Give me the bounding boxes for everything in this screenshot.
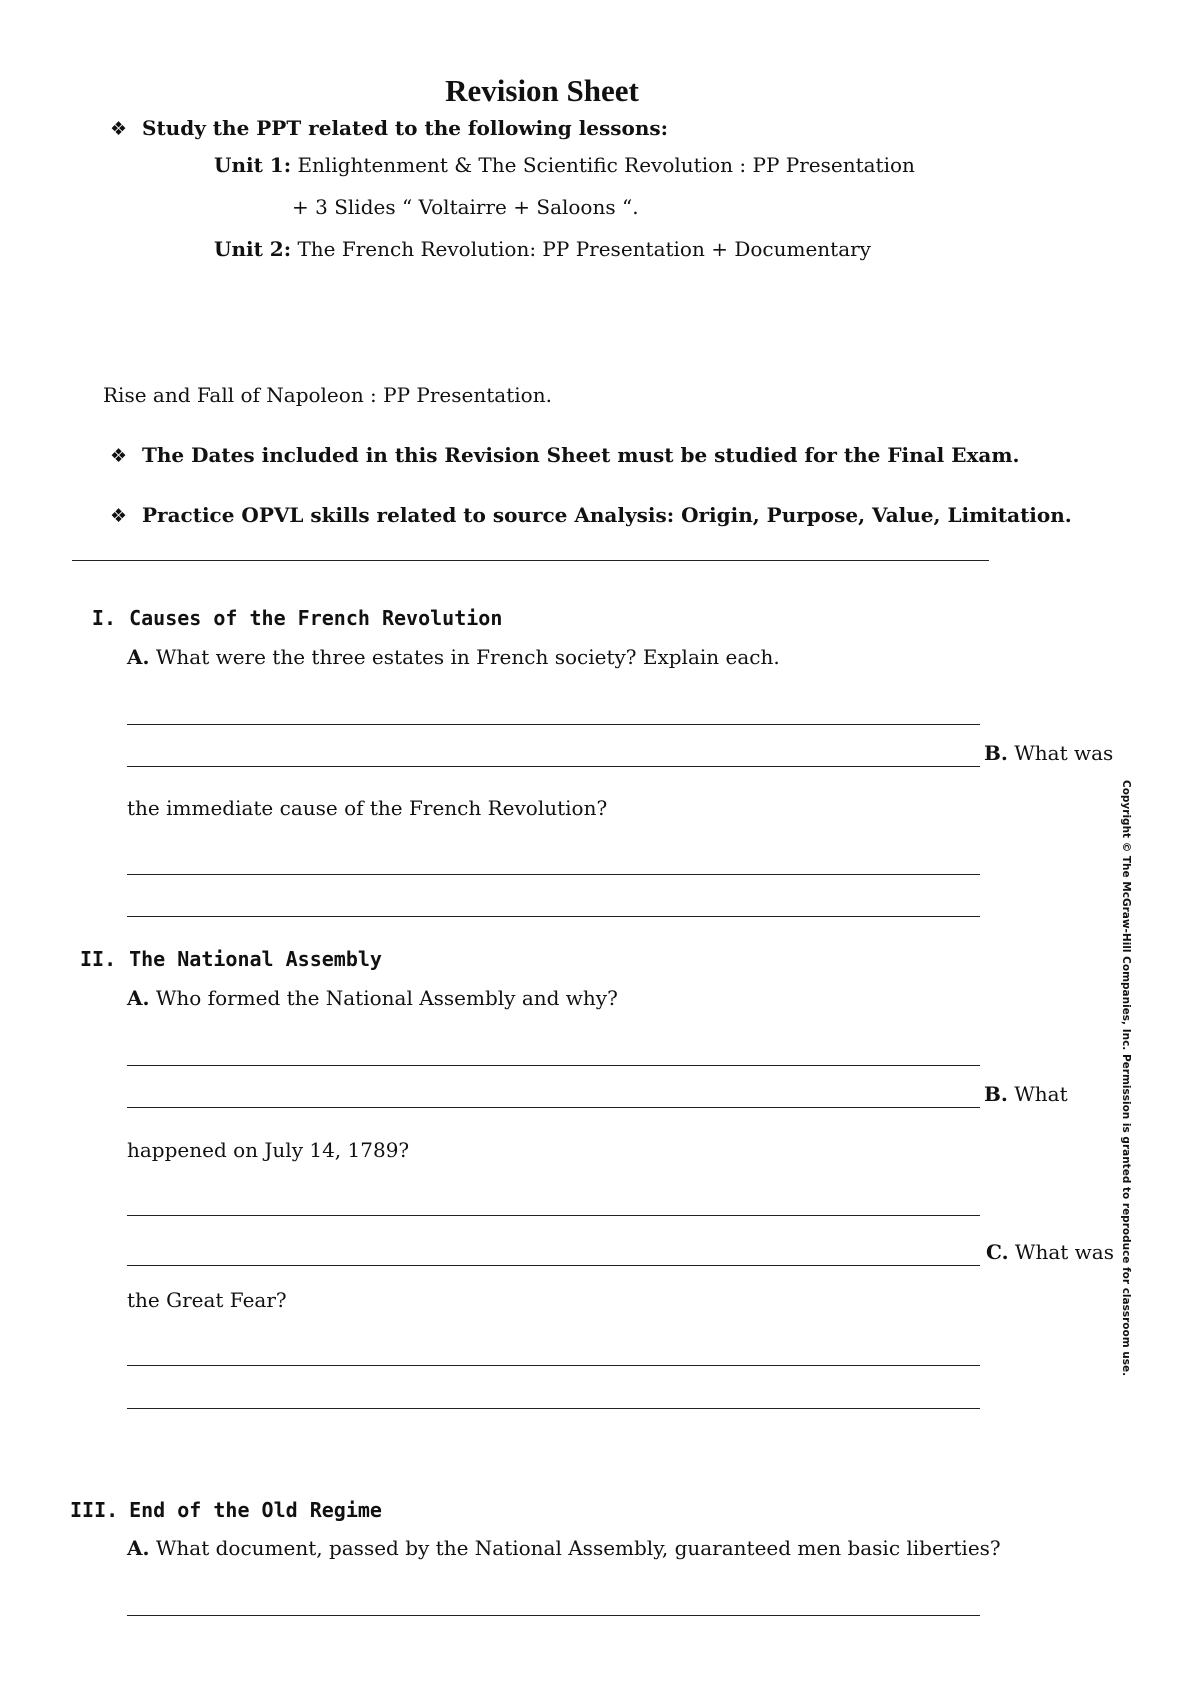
question-text: What document, passed by the National Assembly, guaranteed men basic liberties?	[155, 1536, 1001, 1560]
diamond-bullet-icon: ❖	[110, 118, 128, 140]
separator-line	[72, 560, 989, 561]
section-2-question-b-start	[984, 1082, 1068, 1106]
section-1-title: Causes of the French Revolution	[129, 606, 503, 630]
bullet-dates	[110, 443, 1019, 467]
unit-2-label: Unit 2:	[214, 237, 292, 261]
answer-line	[127, 1215, 980, 1216]
section-3-title: End of the Old Regime	[129, 1498, 382, 1522]
bullet-opvl-text: Practice OPVL skills related to source Analysis: Origin, Purpose, Value, Limitation.	[142, 503, 1072, 527]
section-2-heading	[80, 947, 382, 971]
section-1-question-a	[127, 645, 780, 669]
page-title: Revision Sheet	[445, 73, 639, 108]
question-letter: B.	[984, 1082, 1008, 1106]
question-letter: A.	[127, 645, 150, 669]
section-1-question-b-cont: the immediate cause of the French Revolution?	[127, 796, 608, 820]
question-letter: B.	[984, 741, 1008, 765]
unit-1-label: Unit 1:	[214, 153, 292, 177]
copyright-notice: Copyright © The McGraw-Hill Companies, Inc. Permission is granted to reproduce for classroom use.	[1120, 780, 1132, 1377]
section-1-question-b-start	[984, 741, 1113, 765]
section-2-question-a	[127, 986, 618, 1010]
unit-2-line	[214, 237, 871, 261]
diamond-bullet-icon: ❖	[110, 445, 128, 467]
bullet-study	[110, 116, 668, 140]
question-text: What was	[1014, 1240, 1114, 1264]
question-letter: A.	[127, 986, 150, 1010]
bullet-dates-text: The Dates included in this Revision Sheet must be studied for the Final Exam.	[142, 443, 1020, 467]
question-text: What	[1014, 1082, 1068, 1106]
unit-2-text: The French Revolution: PP Presentation + Documentary	[297, 237, 871, 261]
unit-1-line	[214, 153, 915, 177]
section-3-heading	[70, 1498, 382, 1522]
answer-line	[127, 766, 980, 767]
section-2-question-b-cont: happened on July 14, 1789?	[127, 1138, 410, 1162]
section-3-number: III.	[70, 1498, 119, 1522]
section-2-number: II.	[80, 947, 117, 971]
question-text: What were the three estates in French society? Explain each.	[155, 645, 780, 669]
question-text: What was	[1014, 741, 1114, 765]
section-2-question-c-start	[986, 1240, 1114, 1264]
section-2-question-c-cont: the Great Fear?	[127, 1288, 287, 1312]
bullet-opvl	[110, 503, 1072, 527]
answer-line	[127, 1065, 980, 1066]
answer-line	[127, 916, 980, 917]
unit-1-text: Enlightenment & The Scientific Revolution : PP Presentation	[297, 153, 915, 177]
napoleon-line: Rise and Fall of Napoleon : PP Presentation.	[103, 383, 552, 407]
section-1-heading	[80, 606, 502, 630]
answer-line	[127, 1408, 980, 1409]
diamond-bullet-icon: ❖	[110, 505, 128, 527]
bullet-study-text: Study the PPT related to the following lessons:	[142, 116, 669, 140]
answer-line	[127, 724, 980, 725]
answer-line	[127, 1615, 980, 1616]
question-letter: A.	[127, 1536, 150, 1560]
section-1-number: I.	[91, 606, 116, 630]
answer-line	[127, 1107, 980, 1108]
answer-line	[127, 874, 980, 875]
answer-line	[127, 1365, 980, 1366]
unit-1-continuation: + 3 Slides “ Voltairre + Saloons “.	[292, 195, 639, 219]
section-2-title: The National Assembly	[129, 947, 382, 971]
answer-line	[127, 1265, 980, 1266]
section-3-question-a	[127, 1536, 1001, 1560]
question-letter: C.	[986, 1240, 1009, 1264]
question-text: Who formed the National Assembly and why?	[155, 986, 618, 1010]
